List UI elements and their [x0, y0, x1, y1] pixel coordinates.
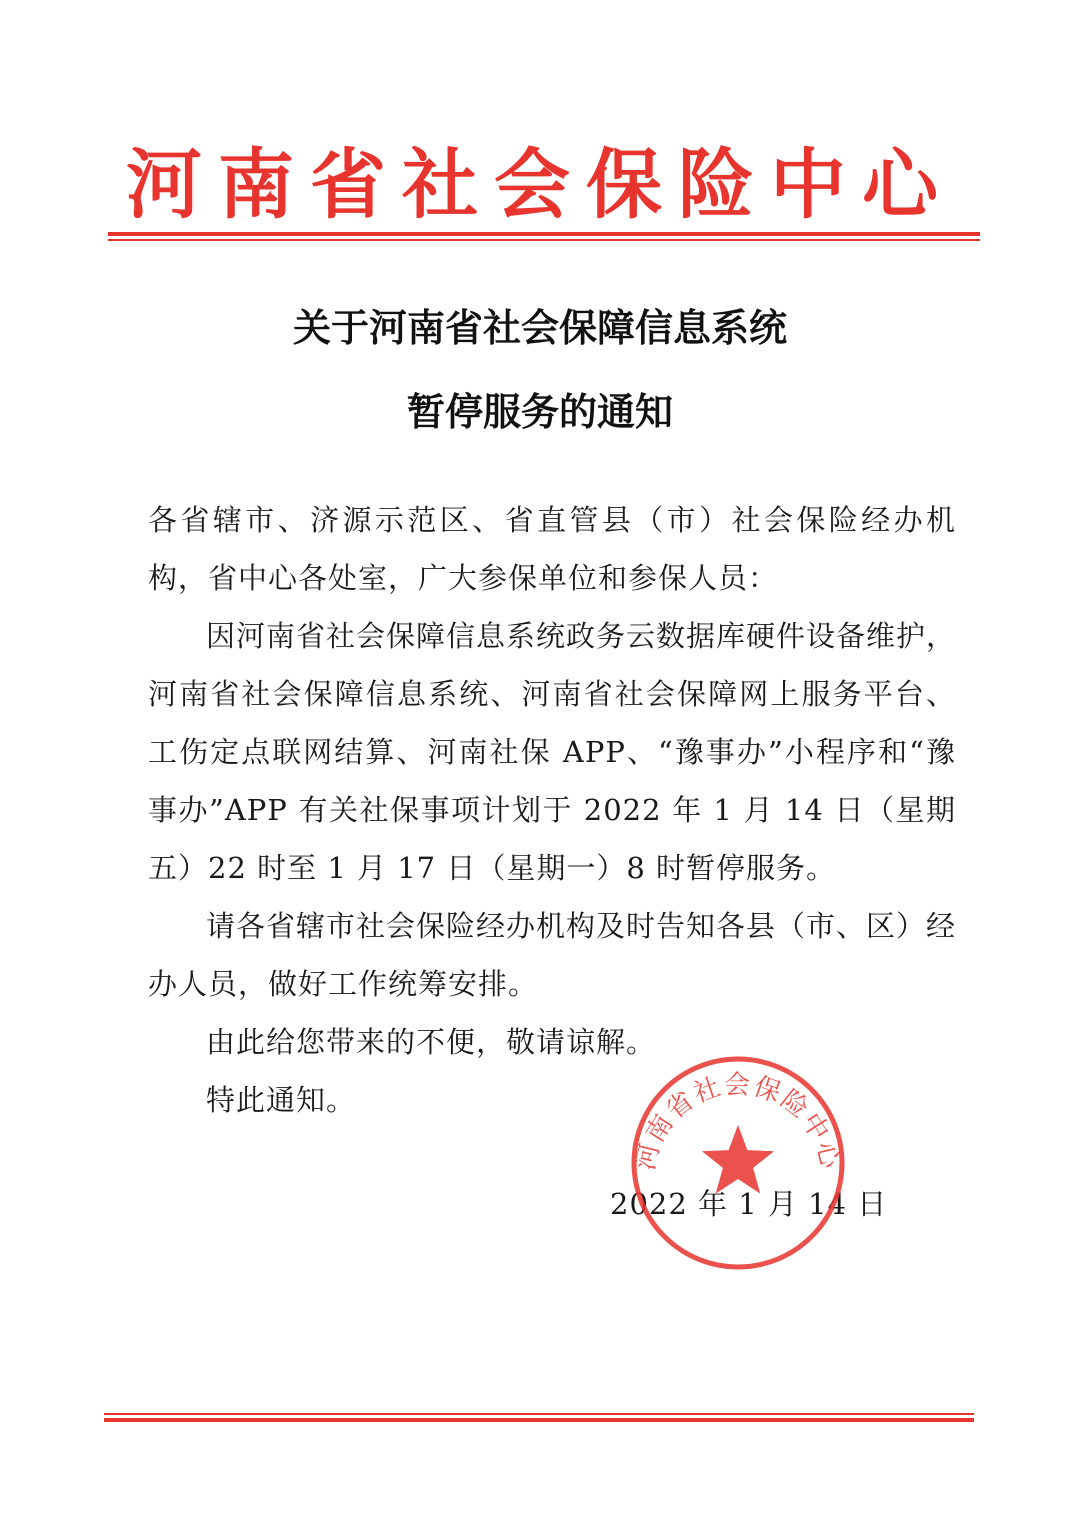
notice-title-line1: 关于河南省社会保障信息系统	[292, 305, 787, 350]
body-paragraph-3: 由此给您带来的不便，敬请谅解。	[206, 1025, 657, 1059]
issue-date: 2022 年 1 月 14 日	[610, 1187, 888, 1221]
body-paragraph-1: 因河南省社会保障信息系统政务云数据库硬件设备维护，河南省社会保障信息系统、河南省社会保障网上服务平台、工伤定点联网结算、河南社保 APP、“豫事办”小程序和“豫事办”APP 有关社保事项计划于 2022 年 1 月 14 日（星期五）22 时至 1 月 17 日（星期一）8 时暂停服务。	[148, 619, 957, 885]
header-divider	[108, 232, 980, 241]
seal-star-icon	[702, 1125, 774, 1194]
salutation: 各省辖市、济源示范区、省直管县（市）社会保险经办机构，省中心各处室，广大参保单位和参保人员：	[148, 503, 956, 595]
body-paragraph-2: 请各省辖市社会保险经办机构及时告知各县（市、区）经办人员，做好工作统筹安排。	[148, 909, 957, 1001]
footer-divider	[104, 1413, 974, 1422]
official-seal-icon	[628, 1053, 848, 1273]
notice-title-line2: 暂停服务的通知	[406, 389, 673, 434]
body-paragraph-4: 特此通知。	[206, 1083, 357, 1117]
org-header-title: 河南省社会保险中心	[126, 140, 954, 229]
seal-text: 河南省社会保险中心	[630, 1070, 846, 1174]
